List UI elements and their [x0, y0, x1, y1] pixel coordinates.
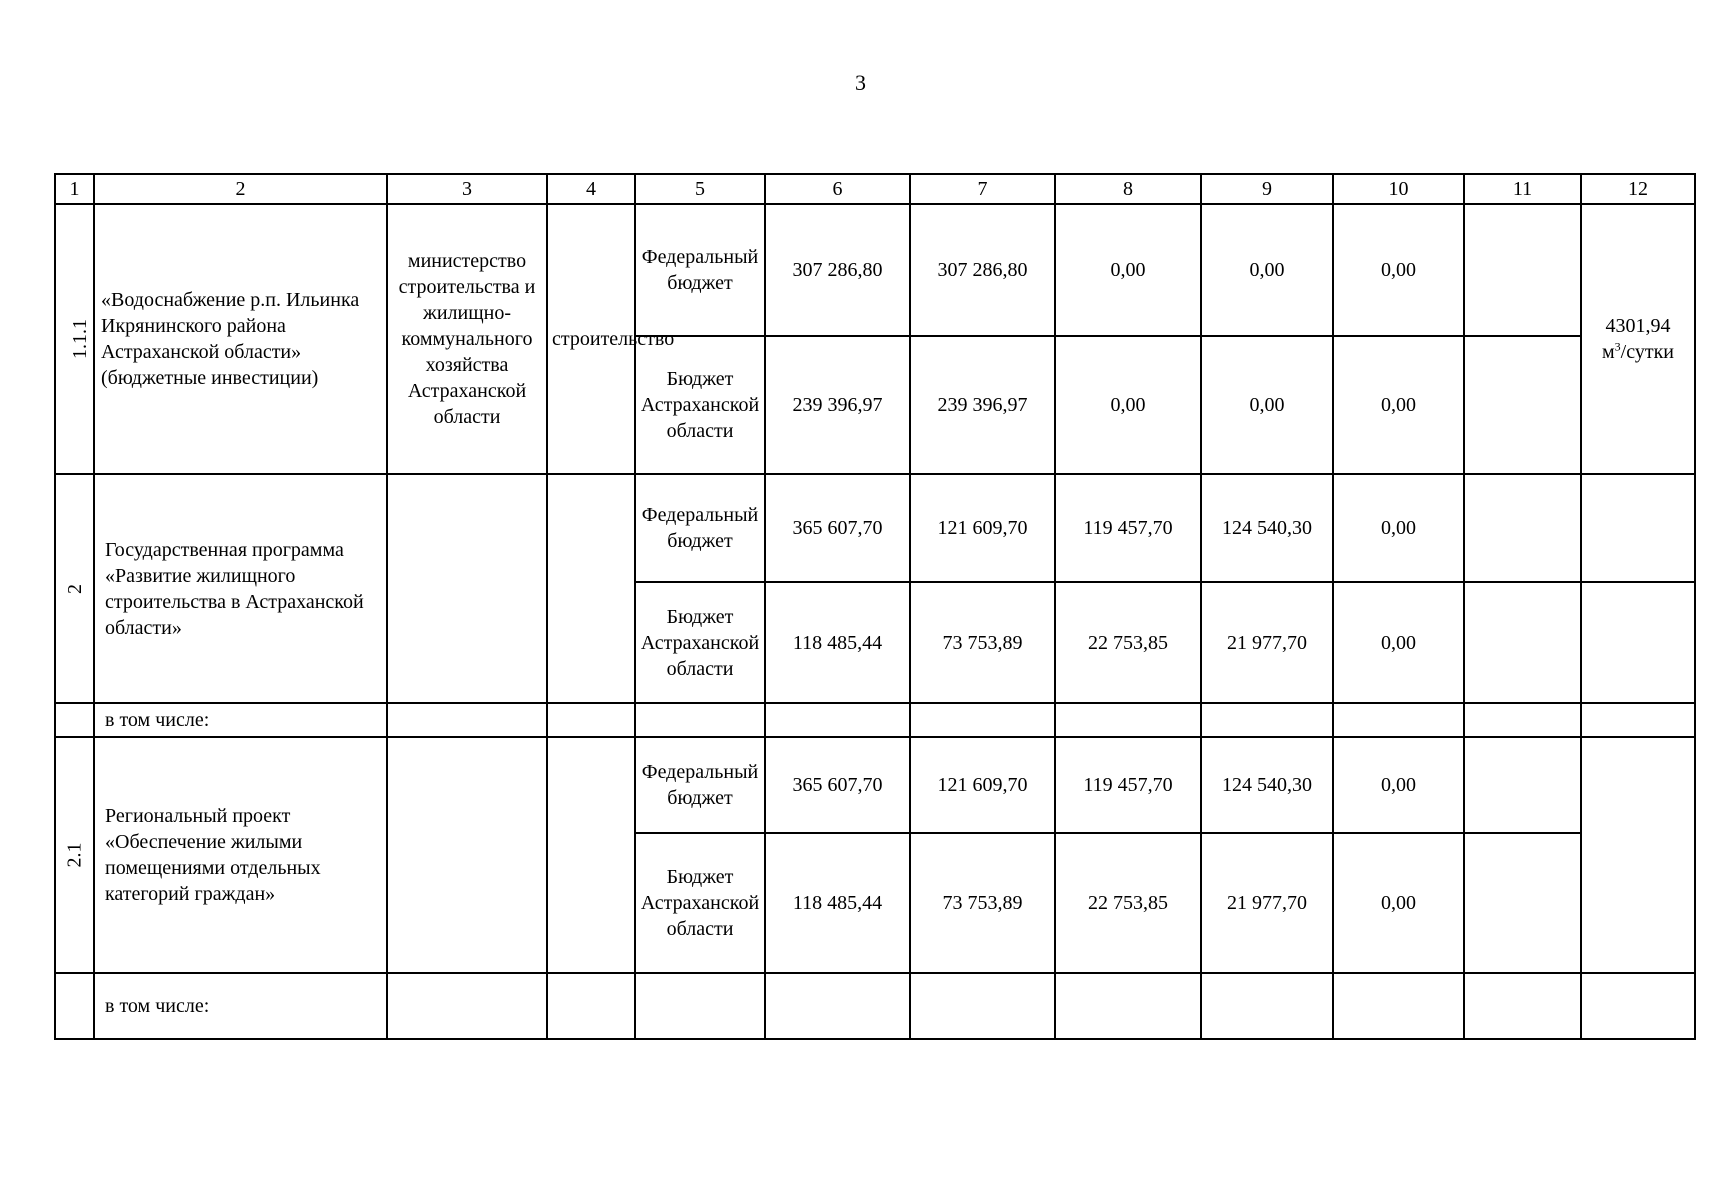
- table-row: [55, 204, 1695, 336]
- empty-cell: [1464, 204, 1581, 336]
- empty-cell: [387, 474, 547, 703]
- value-cell: 239 396,97: [910, 336, 1055, 474]
- funding-source: Бюджет Астраханской области: [635, 336, 765, 474]
- value-cell: 0,00: [1201, 204, 1333, 336]
- value-cell: 22 753,85: [1055, 582, 1201, 703]
- result-cell: [1581, 204, 1695, 474]
- value-cell: 0,00: [1333, 336, 1464, 474]
- value-cell: 307 286,80: [765, 204, 910, 336]
- budget-table: [54, 173, 1696, 1040]
- table-row: [55, 973, 1695, 1039]
- header-cell: 8: [1055, 174, 1201, 204]
- value-cell: 119 457,70: [1055, 737, 1201, 833]
- empty-cell: [547, 737, 635, 973]
- empty-cell: [547, 973, 635, 1039]
- value-cell: 121 609,70: [910, 474, 1055, 582]
- header-cell: 12: [1581, 174, 1695, 204]
- empty-cell: [387, 703, 547, 737]
- result-value: 4301,94: [1605, 315, 1671, 337]
- value-cell: 118 485,44: [765, 582, 910, 703]
- empty-cell: [1464, 703, 1581, 737]
- empty-cell: [1201, 703, 1333, 737]
- including-label: в том числе:: [94, 973, 387, 1039]
- empty-cell: [1055, 973, 1201, 1039]
- empty-cell: [1464, 833, 1581, 973]
- empty-cell: [635, 703, 765, 737]
- value-cell: 21 977,70: [1201, 833, 1333, 973]
- value-cell: 239 396,97: [765, 336, 910, 474]
- empty-cell: [1581, 703, 1695, 737]
- value-cell: 21 977,70: [1201, 582, 1333, 703]
- item-name: Государственная программа «Развитие жилищного строительства в Астраханской области»: [94, 474, 387, 703]
- funding-source: Бюджет Астраханской области: [635, 582, 765, 703]
- empty-cell: [1333, 973, 1464, 1039]
- value-cell: 0,00: [1333, 474, 1464, 582]
- value-cell: 73 753,89: [910, 582, 1055, 703]
- header-cell: 4: [547, 174, 635, 204]
- value-cell: 0,00: [1333, 582, 1464, 703]
- empty-cell: [635, 973, 765, 1039]
- value-cell: 124 540,30: [1201, 474, 1333, 582]
- empty-cell: [1055, 703, 1201, 737]
- header-cell: 2: [94, 174, 387, 204]
- table-row: [55, 737, 1695, 833]
- empty-cell: [765, 703, 910, 737]
- value-cell: 119 457,70: [1055, 474, 1201, 582]
- value-cell: 0,00: [1333, 204, 1464, 336]
- funding-source: Бюджет Астраханской области: [635, 833, 765, 973]
- value-cell: 0,00: [1055, 336, 1201, 474]
- row-number-cell: [55, 204, 94, 474]
- empty-cell: [1581, 973, 1695, 1039]
- row-number: 1.1.1: [69, 319, 91, 359]
- empty-cell: [547, 474, 635, 703]
- value-cell: 365 607,70: [765, 737, 910, 833]
- value-cell: 0,00: [1055, 204, 1201, 336]
- empty-cell: [765, 973, 910, 1039]
- row-number: 2.1: [63, 842, 86, 868]
- empty-cell: [1201, 973, 1333, 1039]
- item-name: «Водоснабжение р.п. Ильинка Икрянинского района Астраханской области» (бюджетные инвестиции): [94, 204, 387, 474]
- value-cell: 0,00: [1333, 833, 1464, 973]
- empty-cell: [55, 973, 94, 1039]
- responsible-agency: министерство строительства и жилищно-коммунального хозяйства Астраханской области: [387, 204, 547, 474]
- row-number: 2: [63, 583, 86, 594]
- empty-cell: [1333, 703, 1464, 737]
- page-number: 3: [855, 70, 866, 95]
- empty-cell: [910, 703, 1055, 737]
- empty-cell: [1581, 737, 1695, 973]
- empty-cell: [1581, 474, 1695, 582]
- funding-source: Федеральный бюджет: [635, 737, 765, 833]
- empty-cell: [547, 703, 635, 737]
- including-label: в том числе:: [94, 703, 387, 737]
- header-cell: 10: [1333, 174, 1464, 204]
- value-cell: 118 485,44: [765, 833, 910, 973]
- empty-cell: [387, 737, 547, 973]
- value-cell: 365 607,70: [765, 474, 910, 582]
- header-cell: 11: [1464, 174, 1581, 204]
- header-cell: 1: [55, 174, 94, 204]
- empty-cell: [1581, 582, 1695, 703]
- value-cell: 124 540,30: [1201, 737, 1333, 833]
- header-cell: 3: [387, 174, 547, 204]
- value-cell: 0,00: [1333, 737, 1464, 833]
- table-row: [55, 703, 1695, 737]
- empty-cell: [55, 703, 94, 737]
- item-name: Региональный проект «Обеспечение жилыми помещениями отдельных категорий граждан»: [94, 737, 387, 973]
- header-row: [55, 174, 1695, 204]
- empty-cell: [910, 973, 1055, 1039]
- header-cell: 7: [910, 174, 1055, 204]
- table-row: [55, 474, 1695, 582]
- row-number-cell: [55, 737, 94, 973]
- header-cell: 5: [635, 174, 765, 204]
- funding-source: Федеральный бюджет: [635, 204, 765, 336]
- work-type: строительство: [547, 204, 635, 474]
- value-cell: 307 286,80: [910, 204, 1055, 336]
- value-cell: 121 609,70: [910, 737, 1055, 833]
- empty-cell: [1464, 474, 1581, 582]
- empty-cell: [1464, 336, 1581, 474]
- value-cell: 22 753,85: [1055, 833, 1201, 973]
- result-unit: $м^3$/сутки: [1602, 339, 1674, 363]
- row-number-cell: [55, 474, 94, 703]
- header-cell: 9: [1201, 174, 1333, 204]
- empty-cell: [1464, 737, 1581, 833]
- value-cell: 73 753,89: [910, 833, 1055, 973]
- empty-cell: [1464, 582, 1581, 703]
- empty-cell: [387, 973, 547, 1039]
- value-cell: 0,00: [1201, 336, 1333, 474]
- budget-table-container: [54, 173, 1694, 1040]
- header-cell: 6: [765, 174, 910, 204]
- empty-cell: [1464, 973, 1581, 1039]
- funding-source: Федеральный бюджет: [635, 474, 765, 582]
